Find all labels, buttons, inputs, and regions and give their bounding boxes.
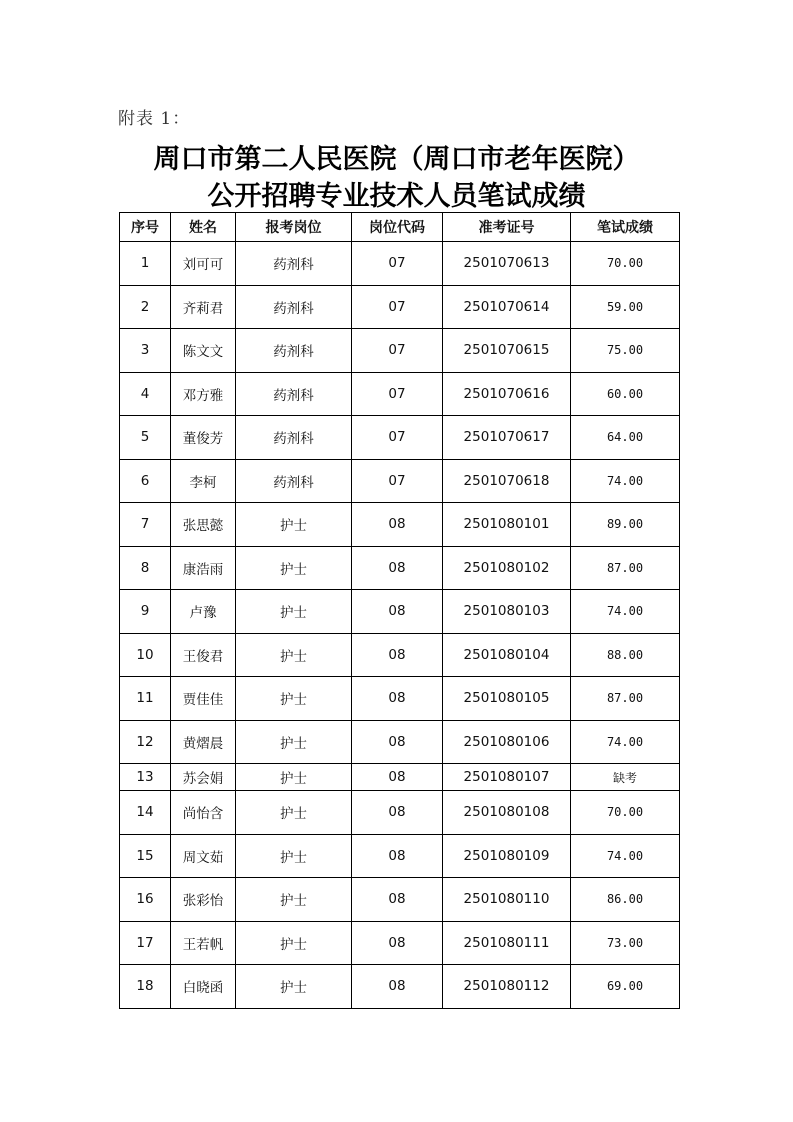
header-position-code: 岗位代码 <box>352 213 443 242</box>
cell-index: 15 <box>120 834 171 878</box>
table-row <box>120 764 680 791</box>
table-row <box>120 242 680 286</box>
cell-ticket-number: 2501080104 <box>443 633 571 677</box>
cell-position-code: 08 <box>352 633 443 677</box>
cell-ticket-number: 2501080111 <box>443 921 571 965</box>
cell-position: 护士 <box>236 921 352 965</box>
cell-position: 药剂科 <box>236 329 352 373</box>
cell-index: 7 <box>120 503 171 547</box>
cell-name: 康浩雨 <box>171 546 236 590</box>
cell-written-score: 70.00 <box>571 791 680 835</box>
page-title: 周口市第二人民医院（周口市老年医院） <box>153 144 640 175</box>
cell-name: 尚怡含 <box>171 791 236 835</box>
cell-position: 护士 <box>236 677 352 721</box>
cell-ticket-number: 2501080106 <box>443 720 571 764</box>
cell-name: 邓方雅 <box>171 372 236 416</box>
table-row <box>120 791 680 835</box>
cell-ticket-number: 2501070616 <box>443 372 571 416</box>
cell-position: 药剂科 <box>236 242 352 286</box>
cell-index: 17 <box>120 921 171 965</box>
cell-written-score: 87.00 <box>571 677 680 721</box>
cell-written-score: 74.00 <box>571 590 680 634</box>
cell-ticket-number: 2501070613 <box>443 242 571 286</box>
cell-index: 8 <box>120 546 171 590</box>
cell-written-score: 64.00 <box>571 416 680 460</box>
cell-index: 5 <box>120 416 171 460</box>
cell-position: 药剂科 <box>236 372 352 416</box>
cell-name: 张彩怡 <box>171 878 236 922</box>
cell-position: 护士 <box>236 590 352 634</box>
results-table <box>119 212 680 1009</box>
cell-ticket-number: 2501070615 <box>443 329 571 373</box>
header-ticket-number: 准考证号 <box>443 213 571 242</box>
cell-ticket-number: 2501070617 <box>443 416 571 460</box>
cell-position: 药剂科 <box>236 416 352 460</box>
cell-index: 3 <box>120 329 171 373</box>
cell-name: 王若帆 <box>171 921 236 965</box>
cell-index: 13 <box>120 764 171 791</box>
table-row <box>120 633 680 677</box>
cell-written-score: 70.00 <box>571 242 680 286</box>
cell-name: 李柯 <box>171 459 236 503</box>
cell-name: 黄熠晨 <box>171 720 236 764</box>
table-row <box>120 677 680 721</box>
cell-position-code: 08 <box>352 878 443 922</box>
cell-name: 周文茹 <box>171 834 236 878</box>
cell-index: 11 <box>120 677 171 721</box>
cell-ticket-number: 2501070618 <box>443 459 571 503</box>
cell-name: 董俊芳 <box>171 416 236 460</box>
cell-written-score: 75.00 <box>571 329 680 373</box>
cell-ticket-number: 2501070614 <box>443 285 571 329</box>
table-row <box>120 921 680 965</box>
cell-written-score: 59.00 <box>571 285 680 329</box>
cell-position-code: 08 <box>352 720 443 764</box>
cell-name: 贾佳佳 <box>171 677 236 721</box>
cell-written-score: 88.00 <box>571 633 680 677</box>
cell-written-score: 74.00 <box>571 459 680 503</box>
cell-position-code: 07 <box>352 416 443 460</box>
table-body <box>120 242 680 1009</box>
cell-name: 白晓函 <box>171 965 236 1009</box>
cell-position: 护士 <box>236 965 352 1009</box>
cell-index: 6 <box>120 459 171 503</box>
cell-position: 药剂科 <box>236 285 352 329</box>
cell-name: 王俊君 <box>171 633 236 677</box>
cell-written-score: 60.00 <box>571 372 680 416</box>
cell-name: 卢豫 <box>171 590 236 634</box>
cell-index: 10 <box>120 633 171 677</box>
cell-index: 9 <box>120 590 171 634</box>
cell-index: 4 <box>120 372 171 416</box>
header-name: 姓名 <box>171 213 236 242</box>
cell-index: 18 <box>120 965 171 1009</box>
cell-position-code: 08 <box>352 677 443 721</box>
table-row <box>120 546 680 590</box>
cell-written-score: 73.00 <box>571 921 680 965</box>
header-written-score: 笔试成绩 <box>571 213 680 242</box>
cell-position-code: 07 <box>352 459 443 503</box>
cell-name: 苏会娟 <box>171 764 236 791</box>
cell-position-code: 08 <box>352 503 443 547</box>
cell-index: 14 <box>120 791 171 835</box>
table-row <box>120 720 680 764</box>
cell-position-code: 08 <box>352 764 443 791</box>
cell-position-code: 07 <box>352 372 443 416</box>
cell-name: 刘可可 <box>171 242 236 286</box>
table-row <box>120 285 680 329</box>
header-position: 报考岗位 <box>236 213 352 242</box>
cell-position-code: 08 <box>352 921 443 965</box>
cell-ticket-number: 2501080112 <box>443 965 571 1009</box>
cell-position: 护士 <box>236 633 352 677</box>
cell-position-code: 08 <box>352 965 443 1009</box>
header-index: 序号 <box>120 213 171 242</box>
cell-ticket-number: 2501080108 <box>443 791 571 835</box>
cell-position-code: 07 <box>352 329 443 373</box>
table-row <box>120 416 680 460</box>
cell-written-score: 87.00 <box>571 546 680 590</box>
cell-name: 齐莉君 <box>171 285 236 329</box>
cell-written-score: 缺考 <box>571 764 680 791</box>
cell-ticket-number: 2501080105 <box>443 677 571 721</box>
table-row <box>120 965 680 1009</box>
cell-index: 1 <box>120 242 171 286</box>
cell-position: 护士 <box>236 503 352 547</box>
cell-position-code: 08 <box>352 791 443 835</box>
cell-position-code: 07 <box>352 285 443 329</box>
page-subtitle: 公开招聘专业技术人员笔试成绩 <box>207 181 586 212</box>
table-row <box>120 459 680 503</box>
table-header-row <box>120 213 680 242</box>
table-row <box>120 834 680 878</box>
cell-written-score: 86.00 <box>571 878 680 922</box>
cell-ticket-number: 2501080102 <box>443 546 571 590</box>
cell-index: 2 <box>120 285 171 329</box>
cell-position: 护士 <box>236 546 352 590</box>
cell-written-score: 89.00 <box>571 503 680 547</box>
cell-written-score: 69.00 <box>571 965 680 1009</box>
cell-written-score: 74.00 <box>571 834 680 878</box>
cell-ticket-number: 2501080107 <box>443 764 571 791</box>
cell-position: 护士 <box>236 834 352 878</box>
cell-ticket-number: 2501080103 <box>443 590 571 634</box>
cell-position-code: 08 <box>352 834 443 878</box>
cell-name: 张思懿 <box>171 503 236 547</box>
table-row <box>120 878 680 922</box>
cell-position: 药剂科 <box>236 459 352 503</box>
cell-index: 16 <box>120 878 171 922</box>
cell-ticket-number: 2501080109 <box>443 834 571 878</box>
cell-position: 护士 <box>236 791 352 835</box>
cell-ticket-number: 2501080110 <box>443 878 571 922</box>
table-row <box>120 329 680 373</box>
table-row <box>120 503 680 547</box>
cell-position: 护士 <box>236 720 352 764</box>
table-row <box>120 590 680 634</box>
cell-position-code: 08 <box>352 590 443 634</box>
cell-position: 护士 <box>236 764 352 791</box>
cell-position-code: 07 <box>352 242 443 286</box>
cell-index: 12 <box>120 720 171 764</box>
table-row <box>120 372 680 416</box>
cell-name: 陈文文 <box>171 329 236 373</box>
cell-ticket-number: 2501080101 <box>443 503 571 547</box>
attachment-label: 附表 1： <box>118 109 191 129</box>
cell-position-code: 08 <box>352 546 443 590</box>
cell-written-score: 74.00 <box>571 720 680 764</box>
cell-position: 护士 <box>236 878 352 922</box>
